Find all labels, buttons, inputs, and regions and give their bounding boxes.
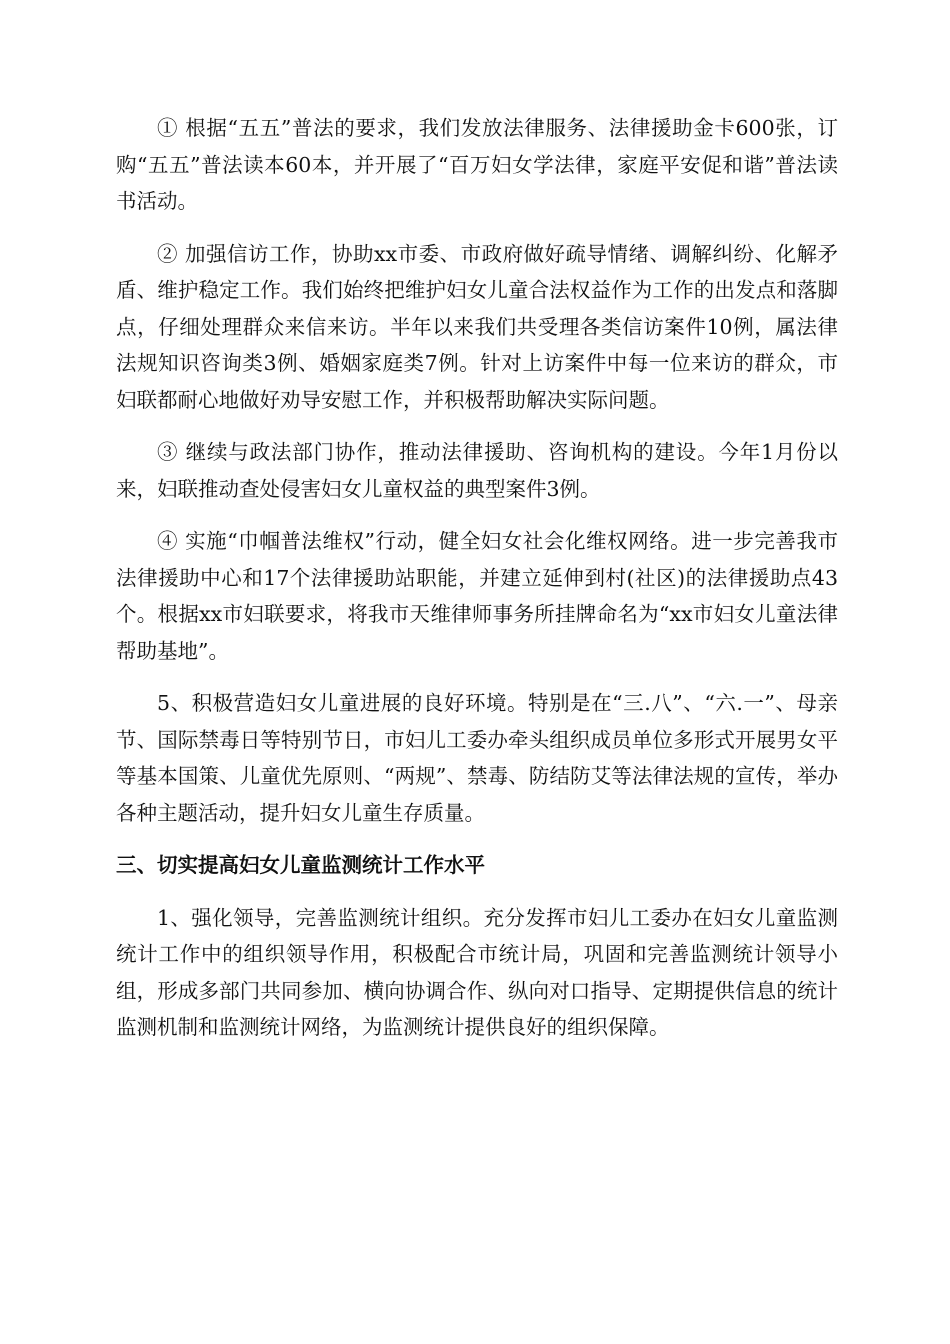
paragraph-environment: 5、积极营造妇女儿童进展的良好环境。特别是在“三.八”、“六.一”、母亲节、国际禁毒日等特别节日，市妇儿工委办牵头组织成员单位多形式开展男女平等基本国策、儿童优先原则、“两规”、禁毒、防结防艾等法律法规的宣传，举办各种主题活动，提升妇女儿童生存质量。 (116, 691, 838, 825)
paragraph-monitoring-leadership: 1、强化领导，完善监测统计组织。充分发挥市妇儿工委办在妇女儿童监测统计工作中的组织领导作用，积极配合市统计局，巩固和完善监测统计领导小组，形成多部门共同参加、横向协调合作、纵向对口指导、定期提供信息的统计监测机制和监测统计网络，为监测统计提供良好的组织保障。 (116, 905, 838, 1039)
paragraph-legal-cards: ① 根据“五五”普法的要求，我们发放法律服务、法律援助金卡600张，订购“五五”普法读本60本，并开展了“百万妇女学法律，家庭平安促和谐”普法读书活动。 (116, 116, 838, 213)
document-page (116, 110, 838, 1062)
section-heading: 三、切实提高妇女儿童监测统计工作水平 (116, 853, 485, 877)
paragraph-legal-aid-cooperation: ③ 继续与政法部门协作，推动法律援助、咨询机构的建设。今年1月份以来，妇联推动查处侵害妇女儿童权益的典型案件3例。 (116, 440, 838, 501)
paragraph-legal-aid-network: ④ 实施“巾帼普法维权”行动，健全妇女社会化维权网络。进一步完善我市法律援助中心和17个法律援助站职能，并建立延伸到村(社区)的法律援助点43个。根据xx市妇联要求，将我市天维律师事务所挂牌命名为“xx市妇女儿童法律帮助基地”。 (116, 529, 838, 663)
paragraph-petition-work: ② 加强信访工作，协助xx市委、市政府做好疏导情绪、调解纠纷、化解矛盾、维护稳定工作。我们始终把维护妇女儿童合法权益作为工作的出发点和落脚点，仔细处理群众来信来访。半年以来我们共受理各类信访案件10例，属法律法规知识咨询类3例、婚姻家庭类7例。针对上访案件中每一位来访的群众，市妇联都耐心地做好劝导安慰工作，并积极帮助解决实际问题。 (116, 241, 838, 412)
